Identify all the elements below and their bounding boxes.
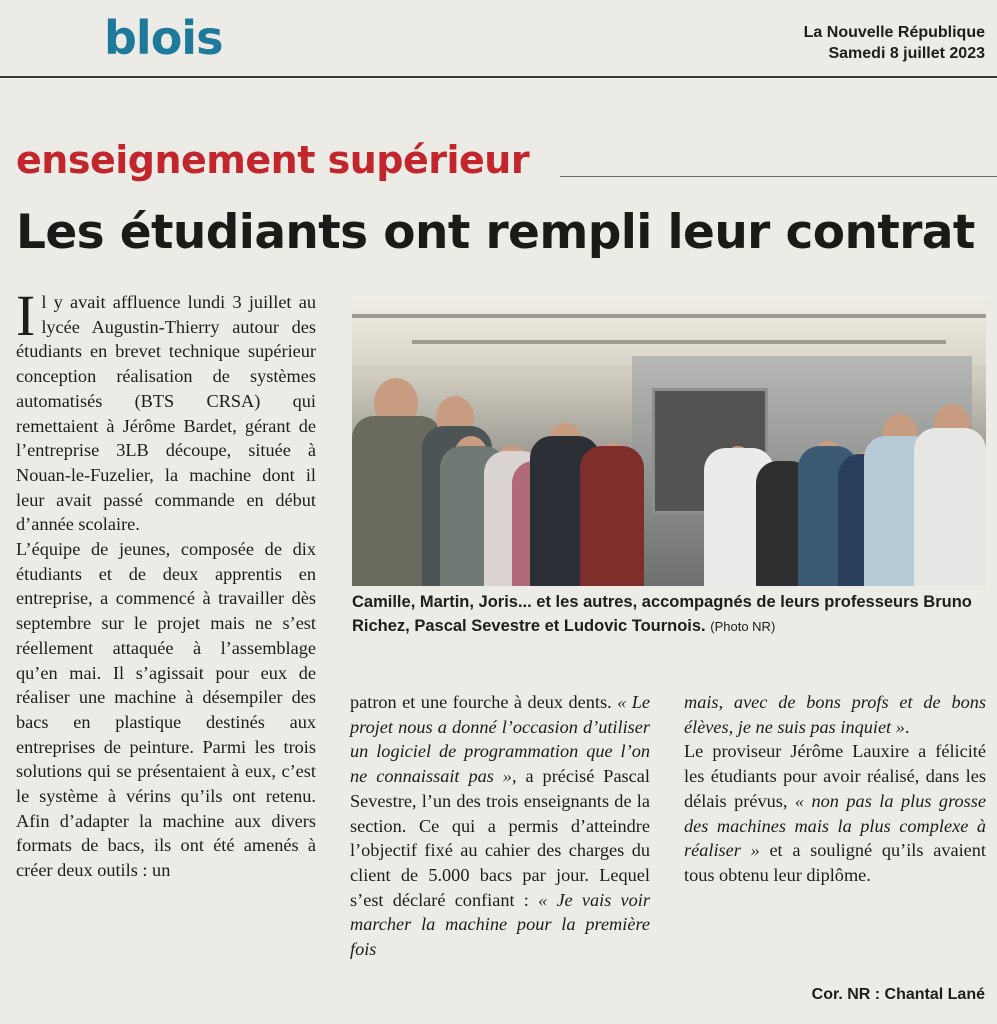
header-rule [0, 76, 997, 78]
photo-person [580, 371, 644, 586]
caption-text: Camille, Martin, Joris... et les autres, accompagnés de leurs professeurs Bruno Richez, Pascal Sevestre et Ludovic Tournois. [352, 593, 972, 635]
text-run: , a précisé Pascal Sevestre, l’un des trois enseignants de la section. Ce qui a permis d’atteindre l’objectif fixé au cahier des charges du client de 5.000 bacs par jour. Lequel s’est déclaré confiant : [350, 766, 650, 910]
photo-beam [352, 314, 986, 318]
article-column-1 [16, 283, 316, 883]
paragraph-4 [684, 690, 986, 739]
article-kicker: enseignement supérieur [16, 138, 530, 182]
article-headline: Les étudiants ont rempli leur contrat [16, 205, 975, 260]
quote: mais, avec de bons profs et de bons élèves, je ne suis pas inquiet » [684, 692, 986, 737]
paragraph-5 [684, 739, 986, 887]
quote: « non pas la plus grosse des machines mais la plus complexe à réaliser » [684, 790, 986, 861]
section-name: blois [104, 11, 223, 65]
kicker-rule [560, 176, 997, 177]
article-photo [352, 296, 986, 586]
article-column-2 [350, 690, 650, 962]
newspaper-name: La Nouvelle République [803, 24, 985, 41]
text-run: . [904, 716, 910, 737]
photo-caption [352, 590, 986, 639]
photo-credit: (Photo NR) [710, 619, 776, 634]
photo-beam [412, 340, 946, 344]
paragraph-3 [350, 690, 650, 962]
text-run: patron et une fourche à deux dents. [350, 692, 618, 712]
text-run: Le proviseur Jérôme Lauxire a félicité les étudiants pour avoir réalisé, dans les délais prévus, [684, 741, 986, 811]
paragraph-1-text: l y avait affluence lundi 3 juillet au lycée Augustin-Thierry autour des étudiants en brevet technique supérieur conception réalisation de systèmes automatisés (BTS CRSA) qui remettaient à Jérôme Bardet, gérant de l’entreprise 3LB découpe, située à Nouan-le-Fuzelier, la machine dont il leur avait passé commande en début d’année scolaire. [16, 292, 316, 535]
quote: « Je vais voir marcher la machine pour la première fois [350, 889, 650, 960]
quote: « Le projet nous a donné l’occasion d’utiliser un logiciel de programmation que l’on ne connaissait pas » [350, 692, 651, 787]
paragraph-1 [16, 283, 316, 537]
text-run: et a souligné qu’ils avaient tous obtenu leur diplôme. [684, 840, 986, 885]
drop-cap: I [16, 283, 36, 348]
paragraph-2: L’équipe de jeunes, composée de dix étudiants et de deux apprentis en entreprise, a commencé à travailler dès septembre sur le projet mais ne s’est réellement attaquée à l’assemblage qu’en mai. Il s’agissait pour eux de réaliser une machine à désempiler des bacs en plastique destinés aux entreprises de peinture. Parmi les trois solutions qui se présentaient à eux, c’est le système à vérins qu’ils ont retenu. Afin d’adapter la machine aux divers formats de bacs, ils ont été amenés à créer deux outils : un [16, 539, 316, 881]
article-column-3 [684, 690, 986, 888]
photo-person [914, 350, 986, 586]
newspaper-info [804, 22, 985, 64]
article-credit: Cor. NR : Chantal Lané [811, 986, 985, 1003]
publication-date: Samedi 8 juillet 2023 [828, 45, 985, 62]
